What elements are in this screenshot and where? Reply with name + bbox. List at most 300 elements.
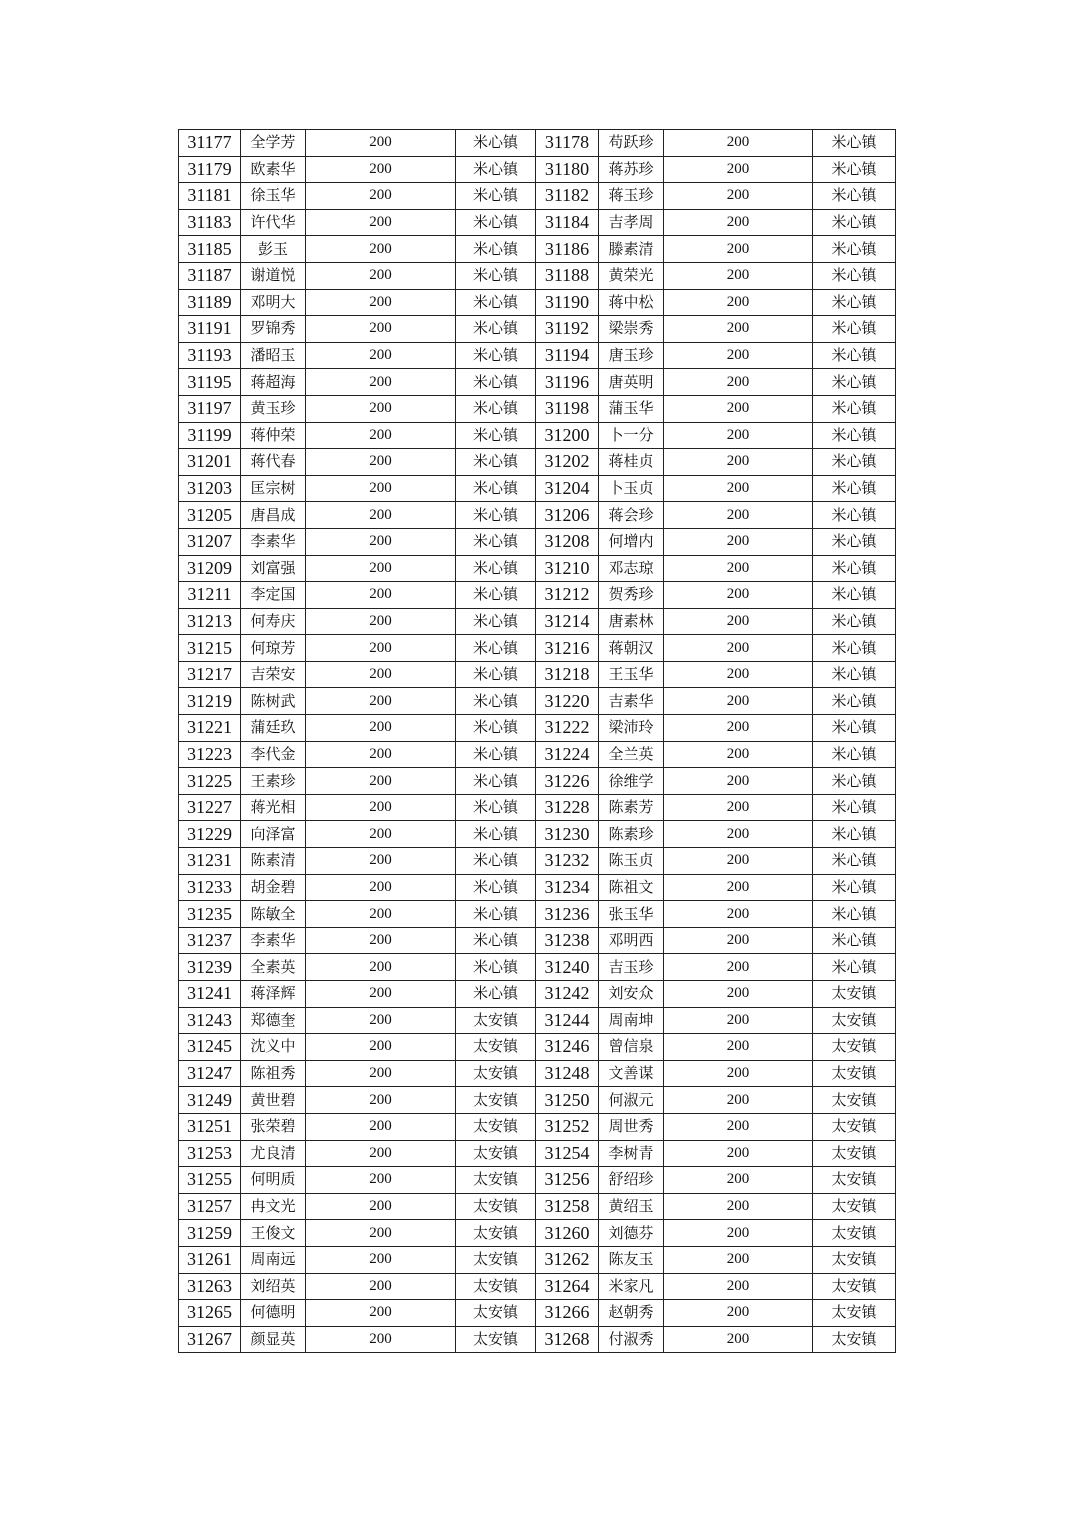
town-cell: 太安镇 bbox=[813, 1113, 896, 1140]
amount-cell: 200 bbox=[306, 1087, 456, 1114]
amount-cell: 200 bbox=[306, 1246, 456, 1273]
town-cell: 太安镇 bbox=[813, 1140, 896, 1167]
record-id-cell: 31232 bbox=[536, 848, 599, 875]
town-cell: 米心镇 bbox=[813, 794, 896, 821]
amount-cell: 200 bbox=[306, 369, 456, 396]
record-id-cell: 31203 bbox=[179, 475, 241, 502]
person-name-cell: 吉孝周 bbox=[599, 209, 664, 236]
record-id-cell: 31238 bbox=[536, 927, 599, 954]
table-row bbox=[179, 183, 896, 210]
town-cell: 米心镇 bbox=[813, 608, 896, 635]
amount-cell: 200 bbox=[664, 183, 813, 210]
town-cell: 太安镇 bbox=[813, 1087, 896, 1114]
record-id-cell: 31210 bbox=[536, 555, 599, 582]
table-row bbox=[179, 1300, 896, 1327]
person-name-cell: 王俊文 bbox=[241, 1220, 306, 1247]
town-cell: 太安镇 bbox=[813, 1193, 896, 1220]
record-id-cell: 31239 bbox=[179, 954, 241, 981]
record-id-cell: 31223 bbox=[179, 741, 241, 768]
record-id-cell: 31255 bbox=[179, 1167, 241, 1194]
amount-cell: 200 bbox=[664, 1113, 813, 1140]
amount-cell: 200 bbox=[664, 821, 813, 848]
person-name-cell: 蒲廷玖 bbox=[241, 715, 306, 742]
amount-cell: 200 bbox=[664, 209, 813, 236]
record-id-cell: 31220 bbox=[536, 688, 599, 715]
table-row bbox=[179, 741, 896, 768]
table-row bbox=[179, 1140, 896, 1167]
person-name-cell: 陈祖文 bbox=[599, 874, 664, 901]
person-name-cell: 谢道悦 bbox=[241, 262, 306, 289]
record-id-cell: 31198 bbox=[536, 395, 599, 422]
amount-cell: 200 bbox=[306, 555, 456, 582]
amount-cell: 200 bbox=[664, 1246, 813, 1273]
table-row bbox=[179, 528, 896, 555]
town-cell: 太安镇 bbox=[813, 1326, 896, 1353]
amount-cell: 200 bbox=[306, 1113, 456, 1140]
amount-cell: 200 bbox=[664, 1087, 813, 1114]
amount-cell: 200 bbox=[306, 183, 456, 210]
record-id-cell: 31241 bbox=[179, 981, 241, 1008]
town-cell: 太安镇 bbox=[813, 981, 896, 1008]
table-row bbox=[179, 821, 896, 848]
amount-cell: 200 bbox=[664, 768, 813, 795]
town-cell: 米心镇 bbox=[813, 661, 896, 688]
town-cell: 米心镇 bbox=[456, 981, 536, 1008]
amount-cell: 200 bbox=[306, 582, 456, 609]
amount-cell: 200 bbox=[664, 1060, 813, 1087]
town-cell: 太安镇 bbox=[456, 1034, 536, 1061]
record-id-cell: 31192 bbox=[536, 316, 599, 343]
table-row bbox=[179, 555, 896, 582]
record-id-cell: 31237 bbox=[179, 927, 241, 954]
table-row bbox=[179, 289, 896, 316]
table-row bbox=[179, 449, 896, 476]
record-id-cell: 31215 bbox=[179, 635, 241, 662]
person-name-cell: 刘安众 bbox=[599, 981, 664, 1008]
record-id-cell: 31217 bbox=[179, 661, 241, 688]
record-id-cell: 31268 bbox=[536, 1326, 599, 1353]
amount-cell: 200 bbox=[664, 848, 813, 875]
table-row bbox=[179, 1220, 896, 1247]
amount-cell: 200 bbox=[664, 901, 813, 928]
amount-cell: 200 bbox=[306, 289, 456, 316]
record-id-cell: 31265 bbox=[179, 1300, 241, 1327]
amount-cell: 200 bbox=[664, 369, 813, 396]
person-name-cell: 蒋玉珍 bbox=[599, 183, 664, 210]
person-name-cell: 徐玉华 bbox=[241, 183, 306, 210]
table-row bbox=[179, 209, 896, 236]
town-cell: 米心镇 bbox=[813, 528, 896, 555]
person-name-cell: 王玉华 bbox=[599, 661, 664, 688]
amount-cell: 200 bbox=[664, 927, 813, 954]
amount-cell: 200 bbox=[306, 927, 456, 954]
person-name-cell: 梁沛玲 bbox=[599, 715, 664, 742]
record-id-cell: 31185 bbox=[179, 236, 241, 263]
amount-cell: 200 bbox=[664, 1193, 813, 1220]
town-cell: 米心镇 bbox=[813, 901, 896, 928]
town-cell: 米心镇 bbox=[456, 449, 536, 476]
record-id-cell: 31229 bbox=[179, 821, 241, 848]
town-cell: 米心镇 bbox=[813, 635, 896, 662]
person-name-cell: 赵朝秀 bbox=[599, 1300, 664, 1327]
person-name-cell: 文善谋 bbox=[599, 1060, 664, 1087]
record-id-cell: 31258 bbox=[536, 1193, 599, 1220]
person-name-cell: 贺秀珍 bbox=[599, 582, 664, 609]
table-row bbox=[179, 901, 896, 928]
amount-cell: 200 bbox=[664, 236, 813, 263]
amount-cell: 200 bbox=[306, 130, 456, 157]
town-cell: 米心镇 bbox=[813, 874, 896, 901]
table-row bbox=[179, 848, 896, 875]
amount-cell: 200 bbox=[306, 821, 456, 848]
person-name-cell: 沈义中 bbox=[241, 1034, 306, 1061]
amount-cell: 200 bbox=[664, 688, 813, 715]
person-name-cell: 卜一分 bbox=[599, 422, 664, 449]
town-cell: 米心镇 bbox=[813, 130, 896, 157]
person-name-cell: 梁崇秀 bbox=[599, 316, 664, 343]
town-cell: 米心镇 bbox=[456, 156, 536, 183]
amount-cell: 200 bbox=[664, 1034, 813, 1061]
town-cell: 太安镇 bbox=[456, 1193, 536, 1220]
town-cell: 太安镇 bbox=[456, 1007, 536, 1034]
table-row bbox=[179, 1193, 896, 1220]
town-cell: 米心镇 bbox=[813, 316, 896, 343]
amount-cell: 200 bbox=[664, 130, 813, 157]
amount-cell: 200 bbox=[306, 1167, 456, 1194]
town-cell: 米心镇 bbox=[456, 289, 536, 316]
record-id-cell: 31224 bbox=[536, 741, 599, 768]
amount-cell: 200 bbox=[664, 1300, 813, 1327]
record-id-cell: 31227 bbox=[179, 794, 241, 821]
record-id-cell: 31178 bbox=[536, 130, 599, 157]
amount-cell: 200 bbox=[664, 475, 813, 502]
amount-cell: 200 bbox=[664, 528, 813, 555]
record-id-cell: 31207 bbox=[179, 528, 241, 555]
town-cell: 米心镇 bbox=[813, 449, 896, 476]
record-id-cell: 31187 bbox=[179, 262, 241, 289]
amount-cell: 200 bbox=[664, 715, 813, 742]
person-name-cell: 蒋泽辉 bbox=[241, 981, 306, 1008]
person-name-cell: 蒋中松 bbox=[599, 289, 664, 316]
record-id-cell: 31244 bbox=[536, 1007, 599, 1034]
record-id-cell: 31180 bbox=[536, 156, 599, 183]
record-id-cell: 31197 bbox=[179, 395, 241, 422]
record-id-cell: 31262 bbox=[536, 1246, 599, 1273]
person-name-cell: 米家凡 bbox=[599, 1273, 664, 1300]
town-cell: 太安镇 bbox=[456, 1273, 536, 1300]
amount-cell: 200 bbox=[664, 661, 813, 688]
amount-cell: 200 bbox=[664, 555, 813, 582]
amount-cell: 200 bbox=[664, 1220, 813, 1247]
person-name-cell: 李代金 bbox=[241, 741, 306, 768]
town-cell: 太安镇 bbox=[456, 1113, 536, 1140]
amount-cell: 200 bbox=[664, 1007, 813, 1034]
town-cell: 米心镇 bbox=[813, 715, 896, 742]
person-name-cell: 蒋代春 bbox=[241, 449, 306, 476]
amount-cell: 200 bbox=[664, 635, 813, 662]
record-id-cell: 31254 bbox=[536, 1140, 599, 1167]
record-id-cell: 31261 bbox=[179, 1246, 241, 1273]
person-name-cell: 张荣碧 bbox=[241, 1113, 306, 1140]
table-row bbox=[179, 369, 896, 396]
record-id-cell: 31267 bbox=[179, 1326, 241, 1353]
record-id-cell: 31252 bbox=[536, 1113, 599, 1140]
record-id-cell: 31235 bbox=[179, 901, 241, 928]
record-id-cell: 31199 bbox=[179, 422, 241, 449]
town-cell: 米心镇 bbox=[813, 741, 896, 768]
record-id-cell: 31231 bbox=[179, 848, 241, 875]
table-row bbox=[179, 1060, 896, 1087]
table-row bbox=[179, 395, 896, 422]
town-cell: 太安镇 bbox=[456, 1326, 536, 1353]
person-name-cell: 滕素清 bbox=[599, 236, 664, 263]
amount-cell: 200 bbox=[306, 794, 456, 821]
amount-cell: 200 bbox=[664, 1273, 813, 1300]
person-name-cell: 黄荣光 bbox=[599, 262, 664, 289]
record-id-cell: 31226 bbox=[536, 768, 599, 795]
table-row bbox=[179, 794, 896, 821]
person-name-cell: 蒲玉华 bbox=[599, 395, 664, 422]
person-name-cell: 李树青 bbox=[599, 1140, 664, 1167]
town-cell: 太安镇 bbox=[456, 1060, 536, 1087]
amount-cell: 200 bbox=[664, 981, 813, 1008]
person-name-cell: 何增内 bbox=[599, 528, 664, 555]
record-id-cell: 31245 bbox=[179, 1034, 241, 1061]
person-name-cell: 潘昭玉 bbox=[241, 342, 306, 369]
town-cell: 米心镇 bbox=[813, 954, 896, 981]
person-name-cell: 吉玉珍 bbox=[599, 954, 664, 981]
person-name-cell: 全素英 bbox=[241, 954, 306, 981]
amount-cell: 200 bbox=[306, 1140, 456, 1167]
amount-cell: 200 bbox=[306, 1007, 456, 1034]
town-cell: 米心镇 bbox=[456, 316, 536, 343]
town-cell: 米心镇 bbox=[456, 927, 536, 954]
person-name-cell: 张玉华 bbox=[599, 901, 664, 928]
record-id-cell: 31222 bbox=[536, 715, 599, 742]
record-id-cell: 31263 bbox=[179, 1273, 241, 1300]
record-id-cell: 31195 bbox=[179, 369, 241, 396]
town-cell: 太安镇 bbox=[813, 1273, 896, 1300]
person-name-cell: 黄世碧 bbox=[241, 1087, 306, 1114]
person-name-cell: 颜显英 bbox=[241, 1326, 306, 1353]
table-row bbox=[179, 1246, 896, 1273]
person-name-cell: 陈敏全 bbox=[241, 901, 306, 928]
person-name-cell: 蒋桂贞 bbox=[599, 449, 664, 476]
town-cell: 太安镇 bbox=[813, 1034, 896, 1061]
record-id-cell: 31218 bbox=[536, 661, 599, 688]
person-name-cell: 刘德芬 bbox=[599, 1220, 664, 1247]
table-row bbox=[179, 688, 896, 715]
person-name-cell: 陈素芳 bbox=[599, 794, 664, 821]
table-row bbox=[179, 262, 896, 289]
subsidy-list-table bbox=[178, 129, 896, 1353]
table-row bbox=[179, 715, 896, 742]
amount-cell: 200 bbox=[306, 1034, 456, 1061]
person-name-cell: 冉文光 bbox=[241, 1193, 306, 1220]
record-id-cell: 31206 bbox=[536, 502, 599, 529]
record-id-cell: 31177 bbox=[179, 130, 241, 157]
town-cell: 太安镇 bbox=[813, 1246, 896, 1273]
person-name-cell: 李素华 bbox=[241, 528, 306, 555]
person-name-cell: 黄绍玉 bbox=[599, 1193, 664, 1220]
town-cell: 太安镇 bbox=[813, 1167, 896, 1194]
record-id-cell: 31257 bbox=[179, 1193, 241, 1220]
town-cell: 米心镇 bbox=[456, 582, 536, 609]
town-cell: 米心镇 bbox=[813, 183, 896, 210]
town-cell: 米心镇 bbox=[456, 395, 536, 422]
person-name-cell: 罗锦秀 bbox=[241, 316, 306, 343]
record-id-cell: 31204 bbox=[536, 475, 599, 502]
person-name-cell: 陈素珍 bbox=[599, 821, 664, 848]
person-name-cell: 何琼芳 bbox=[241, 635, 306, 662]
record-id-cell: 31179 bbox=[179, 156, 241, 183]
town-cell: 太安镇 bbox=[813, 1060, 896, 1087]
amount-cell: 200 bbox=[664, 1140, 813, 1167]
person-name-cell: 何德明 bbox=[241, 1300, 306, 1327]
amount-cell: 200 bbox=[306, 1193, 456, 1220]
table-row bbox=[179, 1034, 896, 1061]
town-cell: 米心镇 bbox=[813, 395, 896, 422]
amount-cell: 200 bbox=[664, 1326, 813, 1353]
town-cell: 米心镇 bbox=[813, 848, 896, 875]
amount-cell: 200 bbox=[306, 449, 456, 476]
table-row bbox=[179, 1007, 896, 1034]
record-id-cell: 31236 bbox=[536, 901, 599, 928]
amount-cell: 200 bbox=[664, 741, 813, 768]
person-name-cell: 陈友玉 bbox=[599, 1246, 664, 1273]
record-id-cell: 31225 bbox=[179, 768, 241, 795]
table-row bbox=[179, 1167, 896, 1194]
record-id-cell: 31248 bbox=[536, 1060, 599, 1087]
town-cell: 米心镇 bbox=[456, 130, 536, 157]
record-id-cell: 31230 bbox=[536, 821, 599, 848]
person-name-cell: 刘绍英 bbox=[241, 1273, 306, 1300]
town-cell: 米心镇 bbox=[813, 262, 896, 289]
town-cell: 米心镇 bbox=[456, 342, 536, 369]
person-name-cell: 陈祖秀 bbox=[241, 1060, 306, 1087]
amount-cell: 200 bbox=[306, 528, 456, 555]
amount-cell: 200 bbox=[664, 156, 813, 183]
record-id-cell: 31194 bbox=[536, 342, 599, 369]
table-row bbox=[179, 1087, 896, 1114]
person-name-cell: 付淑秀 bbox=[599, 1326, 664, 1353]
amount-cell: 200 bbox=[306, 475, 456, 502]
town-cell: 米心镇 bbox=[813, 369, 896, 396]
person-name-cell: 吉素华 bbox=[599, 688, 664, 715]
town-cell: 米心镇 bbox=[456, 954, 536, 981]
town-cell: 米心镇 bbox=[813, 289, 896, 316]
person-name-cell: 苟跃珍 bbox=[599, 130, 664, 157]
person-name-cell: 彭玉 bbox=[241, 236, 306, 263]
amount-cell: 200 bbox=[306, 156, 456, 183]
record-id-cell: 31233 bbox=[179, 874, 241, 901]
amount-cell: 200 bbox=[306, 768, 456, 795]
table-row bbox=[179, 342, 896, 369]
town-cell: 太安镇 bbox=[456, 1087, 536, 1114]
record-id-cell: 31234 bbox=[536, 874, 599, 901]
amount-cell: 200 bbox=[306, 874, 456, 901]
record-id-cell: 31264 bbox=[536, 1273, 599, 1300]
person-name-cell: 许代华 bbox=[241, 209, 306, 236]
person-name-cell: 蒋仲荣 bbox=[241, 422, 306, 449]
amount-cell: 200 bbox=[306, 848, 456, 875]
amount-cell: 200 bbox=[306, 1273, 456, 1300]
amount-cell: 200 bbox=[306, 688, 456, 715]
person-name-cell: 陈玉贞 bbox=[599, 848, 664, 875]
town-cell: 米心镇 bbox=[813, 422, 896, 449]
town-cell: 米心镇 bbox=[456, 555, 536, 582]
record-id-cell: 31246 bbox=[536, 1034, 599, 1061]
amount-cell: 200 bbox=[306, 901, 456, 928]
town-cell: 米心镇 bbox=[456, 874, 536, 901]
person-name-cell: 陈树武 bbox=[241, 688, 306, 715]
amount-cell: 200 bbox=[306, 741, 456, 768]
record-id-cell: 31243 bbox=[179, 1007, 241, 1034]
town-cell: 太安镇 bbox=[813, 1300, 896, 1327]
person-name-cell: 唐昌成 bbox=[241, 502, 306, 529]
amount-cell: 200 bbox=[306, 1220, 456, 1247]
person-name-cell: 黄玉珍 bbox=[241, 395, 306, 422]
record-id-cell: 31250 bbox=[536, 1087, 599, 1114]
record-id-cell: 31251 bbox=[179, 1113, 241, 1140]
amount-cell: 200 bbox=[664, 874, 813, 901]
table-row bbox=[179, 582, 896, 609]
amount-cell: 200 bbox=[664, 422, 813, 449]
amount-cell: 200 bbox=[664, 342, 813, 369]
amount-cell: 200 bbox=[306, 422, 456, 449]
record-id-cell: 31213 bbox=[179, 608, 241, 635]
person-name-cell: 徐维学 bbox=[599, 768, 664, 795]
person-name-cell: 吉荣安 bbox=[241, 661, 306, 688]
table-body bbox=[179, 130, 896, 1353]
amount-cell: 200 bbox=[664, 582, 813, 609]
town-cell: 米心镇 bbox=[813, 236, 896, 263]
person-name-cell: 蒋超海 bbox=[241, 369, 306, 396]
table-row bbox=[179, 635, 896, 662]
person-name-cell: 曾信泉 bbox=[599, 1034, 664, 1061]
person-name-cell: 李素华 bbox=[241, 927, 306, 954]
amount-cell: 200 bbox=[664, 502, 813, 529]
town-cell: 米心镇 bbox=[456, 236, 536, 263]
amount-cell: 200 bbox=[306, 342, 456, 369]
table-row bbox=[179, 1273, 896, 1300]
town-cell: 米心镇 bbox=[456, 768, 536, 795]
record-id-cell: 31184 bbox=[536, 209, 599, 236]
table-row bbox=[179, 927, 896, 954]
town-cell: 米心镇 bbox=[813, 342, 896, 369]
person-name-cell: 邓志琼 bbox=[599, 555, 664, 582]
town-cell: 米心镇 bbox=[813, 555, 896, 582]
record-id-cell: 31189 bbox=[179, 289, 241, 316]
amount-cell: 200 bbox=[306, 715, 456, 742]
person-name-cell: 向泽富 bbox=[241, 821, 306, 848]
person-name-cell: 蒋苏珍 bbox=[599, 156, 664, 183]
record-id-cell: 31200 bbox=[536, 422, 599, 449]
town-cell: 米心镇 bbox=[813, 688, 896, 715]
person-name-cell: 胡金碧 bbox=[241, 874, 306, 901]
table-row bbox=[179, 1326, 896, 1353]
record-id-cell: 31201 bbox=[179, 449, 241, 476]
record-id-cell: 31214 bbox=[536, 608, 599, 635]
person-name-cell: 唐英明 bbox=[599, 369, 664, 396]
person-name-cell: 舒绍珍 bbox=[599, 1167, 664, 1194]
record-id-cell: 31221 bbox=[179, 715, 241, 742]
record-id-cell: 31182 bbox=[536, 183, 599, 210]
town-cell: 米心镇 bbox=[456, 901, 536, 928]
amount-cell: 200 bbox=[664, 794, 813, 821]
table-row bbox=[179, 236, 896, 263]
amount-cell: 200 bbox=[306, 236, 456, 263]
